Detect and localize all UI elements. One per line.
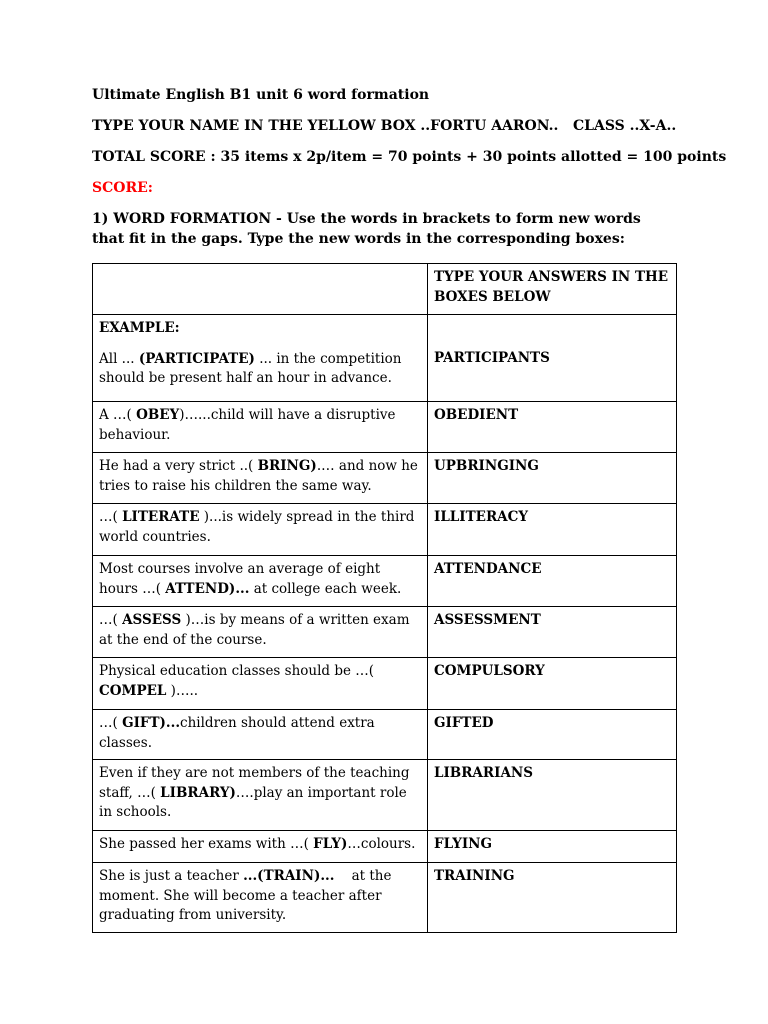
bracket-word: ATTEND)... [165,580,250,597]
sentence-text-before: She passed her exams with …( [99,836,314,852]
sentence-text-after: children should attend extra classes. [99,715,380,751]
document-title: Ultimate English B1 unit 6 word formation [92,87,430,103]
table-row [93,863,677,933]
table-row [93,760,677,831]
sentence-cell [93,556,428,607]
table-row [93,402,677,453]
sentence-cell [93,453,428,504]
bracket-word: ...(TRAIN)... [243,868,335,884]
sentence-text-before: Even if they are not members of the teaching staff, …( [99,765,410,801]
bracket-word: ASSESS [122,612,182,628]
sentence-cell [93,710,428,760]
table-row [93,453,677,504]
sentence-text-after: )...is widely spread in the third world countries. [99,509,419,545]
answer-box[interactable]: GIFTED [428,710,677,760]
answer-box[interactable]: PARTICIPANTS [428,315,677,402]
answer-box[interactable]: ASSESSMENT [428,607,677,658]
table-row [93,658,677,710]
bracket-word: (PARTICIPATE) [138,350,255,367]
sentence-cell [93,863,428,933]
sentence-text-after: )….. [166,682,199,699]
total-score-line: TOTAL SCORE : 35 items x 2p/item = 70 points + 30 points allotted = 100 points [92,149,727,165]
bracket-word: LIBRARY) [160,784,236,801]
sentence-text-before: He had a very strict ..( [99,458,258,474]
answer-box[interactable]: COMPULSORY [428,658,677,710]
answer-box[interactable]: ILLITERACY [428,504,677,556]
sentence-cell [93,607,428,658]
sentence-text-after: ... in the competition should be present half an hour in advance. [99,350,406,386]
bracket-word: LITERATE [122,509,200,525]
example-row [93,315,677,402]
name-line: TYPE YOUR NAME IN THE YELLOW BOX ..FORTU AARON.. CLASS ..X-A.. [92,118,677,134]
sentence-text-before: Most courses involve an average of eight hours …( [99,561,381,597]
sentence-text-after: …colours. [347,836,416,852]
answer-header-cell: TYPE YOUR ANSWERS IN THE BOXES BELOW [428,264,677,315]
score-label: SCORE: [92,180,153,196]
sentence-cell [93,315,428,402]
sentence-cell [93,658,428,710]
sentence-text-after: at college each week. [249,580,402,597]
sentence-text-after: )…...child will have a disruptive behaviour. [99,407,400,443]
sentence-text-before: All ... [99,350,139,367]
sentence-text-before: …( [99,715,123,731]
answer-box[interactable]: FLYING [428,831,677,863]
sentence-cell [93,831,428,863]
sentence-text-before: …( [99,509,123,525]
sentence-cell [93,504,428,556]
sentence-text-after: )…is by means of a written exam at the end of the course. [99,612,414,648]
sentence-text-before: …( [99,612,123,628]
sentence-text-after: at the moment. She will become a teacher after graduating from university. [99,868,396,923]
sentence-text-before: Physical education classes should be …( [99,663,375,679]
bracket-word: FLY) [313,836,348,852]
table-row [93,607,677,658]
bracket-word: OBEY [136,407,180,423]
answer-box[interactable]: UPBRINGING [428,453,677,504]
sentence-text-before: She is just a teacher [99,868,244,884]
sentence-cell [93,402,428,453]
bracket-word: COMPEL [99,682,167,699]
word-formation-table [92,263,677,933]
instruction-heading: 1) WORD FORMATION - Use the words in brackets to form new words that fit in the gaps. Type the new words in the corresponding boxes: [92,211,641,247]
bracket-word: BRING) [257,458,317,474]
table-header-row [93,264,677,315]
table-row [93,831,677,863]
answer-box[interactable]: ATTENDANCE [428,556,677,607]
example-label: EXAMPLE: [99,320,180,336]
answer-box[interactable]: OBEDIENT [428,402,677,453]
answer-box[interactable]: LIBRARIANS [428,760,677,831]
table-row [93,710,677,760]
sentence-text-after: .… and now he tries to raise his children the same way. [99,458,423,494]
header-empty-cell [93,264,428,315]
answer-box[interactable]: TRAINING [428,863,677,933]
table-row [93,556,677,607]
table-row [93,504,677,556]
sentence-text-before: A …( [99,407,137,423]
sentence-cell [93,760,428,831]
bracket-word: GIFT)... [122,715,181,731]
sentence-text-after: ….play an important role in schools. [99,784,412,820]
